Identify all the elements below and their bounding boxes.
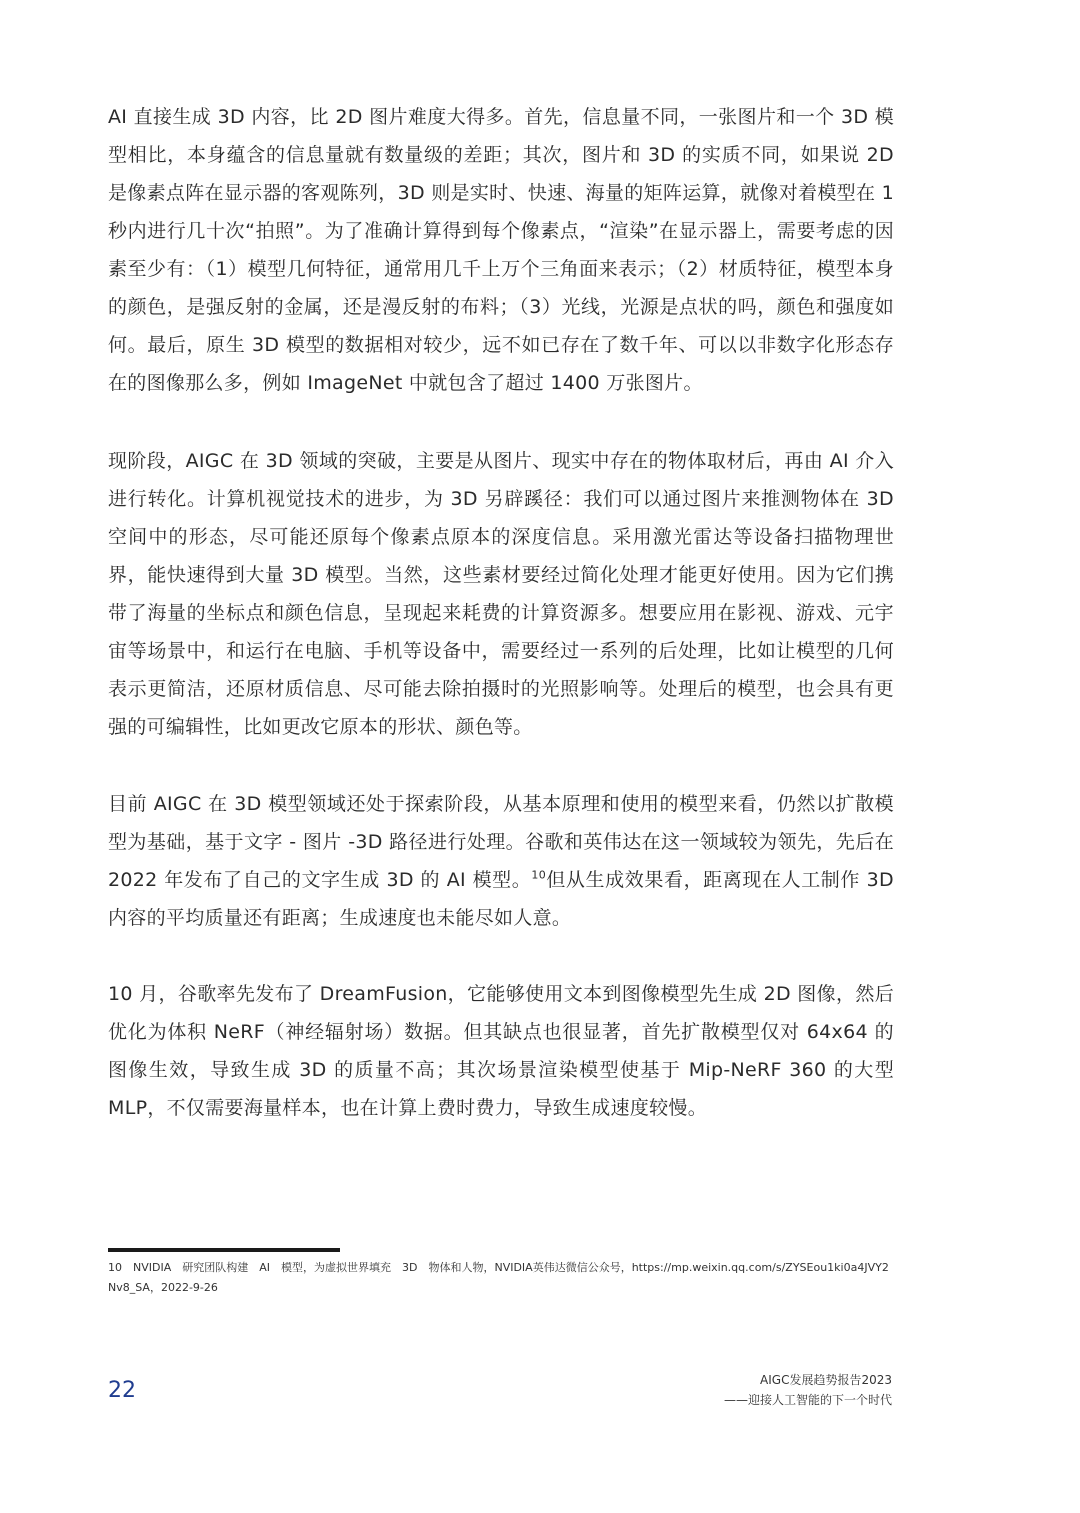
report-title: AIGC发展趋势报告2023 [760,1373,892,1387]
footnote-reference[interactable]: 10 [531,868,547,882]
footnote-text: 10 NVIDIA 研究团队构建 AI 模型，为虚拟世界填充 3D 物体和人物，NVIDIA英伟达微信公众号，https://mp.weixin.qq.com/s/ZYSEou1ki0a4JVY2Nv8_SA，2022-9-26 [108,1261,889,1294]
footnote-divider [108,1248,340,1252]
body-paragraph-4: 10 月，谷歌率先发布了 DreamFusion，它能够使用文本到图像模型先生成 2D 图像，然后优化为体积 NeRF（神经辐射场）数据。但其缺点也很显著，首先扩散模型仅对 64x64 的图像生效，导致生成 3D 的质量不高；其次场景渲染模型使基于 Mip-NeRF 360 的大型 MLP，不仅需要海量样本，也在计算上费时费力，导致生成速度较慢。 [108,983,894,1119]
body-paragraph-1: AI 直接生成 3D 内容，比 2D 图片难度大得多。首先，信息量不同，一张图片和一个 3D 模型相比，本身蕴含的信息量就有数量级的差距；其次，图片和 3D 的实质不同，如果说 2D 是像素点阵在显示器的客观陈列，3D 则是实时、快速、海量的矩阵运算，就像对着模型在 1 秒内进行几十次“拍照”。为了准确计算得到每个像素点，“渲染”在显示器上，需要考虑的因素至少有：（1）模型几何特征，通常用几千上万个三角面来表示；（2）材质特征，模型本身的颜色，是强反射的金属，还是漫反射的布料；（3）光线，光源是点状的吗，颜色和强度如何。最后，原生 3D 模型的数据相对较少，远不如已存在了数千年、可以以非数字化形态存在的图像那么多，例如 ImageNet 中就包含了超过 1400 万张图片。 [108,106,894,394]
body-paragraph-3 [108,785,894,937]
report-subtitle: ——迎接人工智能的下一个时代 [723,1393,892,1407]
body-paragraph-2: 现阶段，AIGC 在 3D 领域的突破，主要是从图片、现实中存在的物体取材后，再由 AI 介入进行转化。计算机视觉技术的进步，为 3D 另辟蹊径：我们可以通过图片来推测物体在 3D 空间中的形态，尽可能还原每个像素点原本的深度信息。采用激光雷达等设备扫描物理世界，能快速得到大量 3D 模型。当然，这些素材要经过简化处理才能更好使用。因为它们携带了海量的坐标点和颜色信息，呈现起来耗费的计算资源多。想要应用在影视、游戏、元宇宙等场景中，和运行在电脑、手机等设备中，需要经过一系列的后处理，比如让模型的几何表示更简洁，还原材质信息、尽可能去除拍摄时的光照影响等。处理后的模型，也会具有更强的可编辑性，比如更改它原本的形状、颜色等。 [108,450,894,738]
running-footer [724,1370,892,1410]
page-number: 22 [108,1378,136,1403]
paragraph-3-text-before: 目前 AIGC 在 3D 模型领域还处于探索阶段，从基本原理和使用的模型来看，仍然以扩散模型为基础，基于文字 - 图片 -3D 路径进行处理。谷歌和英伟达在这一领域较为领先，先后在 2022 年发布了自己的文字生成 3D 的 AI 模型。 [108,793,894,891]
paragraph-3-text-after: 但从生成效果看，距离现在人工制作 3D 内容的平均质量还有距离；生成速度也未能尽如人意。 [108,869,894,929]
